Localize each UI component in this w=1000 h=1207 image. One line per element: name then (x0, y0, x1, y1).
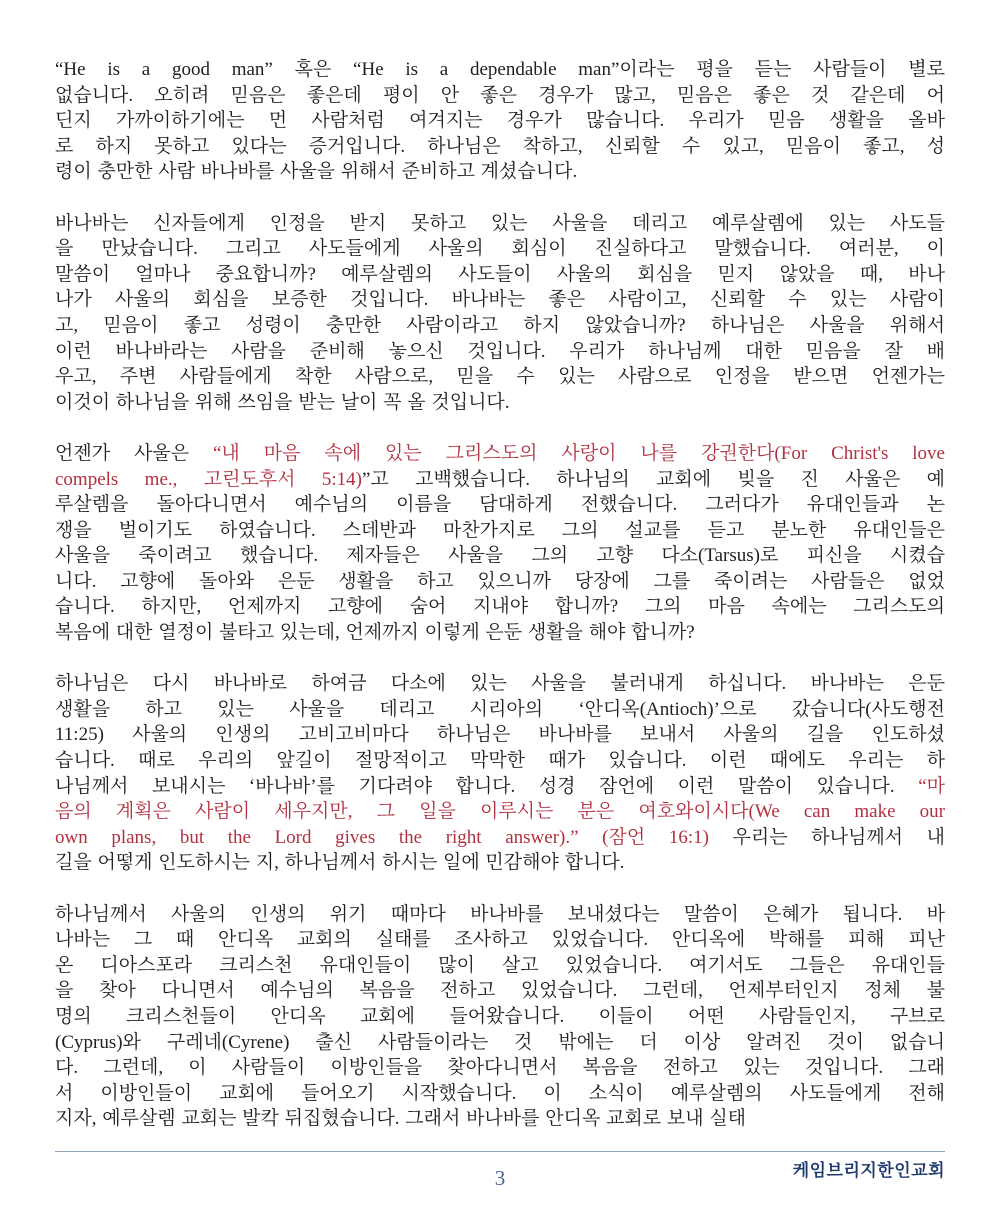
body-text: 루살렘을 돌아다니면서 예수님의 이름을 담대하게 전했습니다. 그러다가 유대인들과 논 (55, 494, 945, 516)
body-text: 생활을 하고 있는 사울을 데리고 시리아의 ‘안디옥(Antioch)’으로 갔습니다(사도행전 (55, 698, 945, 720)
paragraph (55, 902, 945, 1132)
text-line (55, 313, 945, 339)
body-text: 다. 그런데, 이 사람들이 이방인들을 찾아다니면서 복음을 전하고 있는 것입니다. 그래 (55, 1057, 945, 1079)
text-line (55, 518, 945, 544)
body-text: 사울을 죽이려고 했습니다. 제자들은 사울을 그의 고향 다소(Tarsus)로 피신을 시켰습 (55, 545, 945, 567)
text-line (55, 722, 945, 748)
scripture-quote-text: “내 마음 속에 있는 그리스도의 사랑이 나를 강권한다(For Christ's love (213, 442, 945, 464)
text-line (55, 620, 945, 646)
body-text: 나가 사울의 회심을 보증한 것입니다. 바나바는 좋은 사람이고, 신뢰할 수 있는 사람이 (55, 289, 945, 311)
text-line (55, 569, 945, 595)
text-line (55, 211, 945, 237)
text-line (55, 108, 945, 134)
text-line (55, 236, 945, 262)
body-text: 언젠가 사울은 (55, 442, 213, 464)
text-line (55, 83, 945, 109)
body-text: 을 만났습니다. 그리고 사도들에게 사울의 회심이 진실하다고 말했습니다. 여러분, 이 (55, 238, 945, 260)
text-line (55, 1030, 945, 1056)
paragraph (55, 671, 945, 876)
text-line (55, 850, 945, 876)
text-line (55, 339, 945, 365)
body-text: 니다. 고향에 돌아와 은둔 생활을 하고 있으니까 당장에 그를 죽이려는 사람들은 없었 (55, 570, 945, 592)
text-line (55, 825, 945, 851)
body-text: 로 하지 못하고 있다는 증거입니다. 하나님은 착하고, 신뢰할 수 있고, 믿음이 좋고, 성 (55, 135, 945, 157)
body-text: ”고 고백했습니다. 하나님의 교회에 빚을 진 사울은 예 (361, 468, 945, 490)
body-text: 하나님께서 사울의 인생의 위기 때마다 바나바를 보내셨다는 말씀이 은혜가 됩니다. 바 (55, 903, 945, 925)
text-line (55, 927, 945, 953)
text-line (55, 1106, 945, 1132)
body-text: 나님께서 보내시는 ‘바나바’를 기다려야 합니다. 성경 잠언에 이런 말씀이 있습니다. (55, 775, 919, 797)
body-text: 습니다. 때로 우리의 앞길이 절망적이고 막막한 때가 있습니다. 이런 때에도 우리는 하 (55, 750, 945, 772)
text-line (55, 134, 945, 160)
body-text: 11:25) 사울의 인생의 고비고비마다 하나님은 바나바를 보내서 사울의 길을 인도하셨 (55, 724, 945, 746)
text-line (55, 594, 945, 620)
body-text: 지자, 예루살렘 교회는 발칵 뒤집혔습니다. 그래서 바나바를 안디옥 교회로 보내 실태 (55, 1108, 747, 1130)
text-line (55, 799, 945, 825)
text-line (55, 364, 945, 390)
body-text: 우고, 주변 사람들에게 착한 사람으로, 믿을 수 있는 사람으로 인정을 받으면 언젠가는 (55, 366, 945, 388)
paragraph (55, 57, 945, 185)
text-line (55, 697, 945, 723)
text-line (55, 902, 945, 928)
body-text: 우리는 하나님께서 내 (708, 826, 946, 848)
body-text: 명의 크리스천들이 안디옥 교회에 들어왔습니다. 이들이 어떤 사람들인지, 구브로 (55, 1005, 945, 1027)
text-line (55, 57, 945, 83)
scripture-quote-text: own plans, but the Lord gives the right answer).” (잠언 16:1) (55, 826, 709, 848)
text-line (55, 390, 945, 416)
body-text: 없습니다. 오히려 믿음은 좋은데 평이 안 좋은 경우가 많고, 믿음은 좋은 것 같은데 어 (55, 84, 945, 106)
text-line (55, 159, 945, 185)
body-text: 길을 어떻게 인도하시는 지, 하나님께서 하시는 일에 민감해야 합니다. (55, 852, 625, 874)
body-text: 말씀이 얼마나 중요합니까? 예루살렘의 사도들이 사울의 회심을 믿지 않았을 때, 바나 (55, 263, 945, 285)
paragraph (55, 441, 945, 646)
paragraph (55, 211, 945, 416)
text-line (55, 1004, 945, 1030)
text-line (55, 671, 945, 697)
text-line (55, 492, 945, 518)
body-text: 령이 충만한 사람 바나바를 사울을 위해서 준비하고 계셨습니다. (55, 161, 578, 183)
text-line (55, 953, 945, 979)
text-line (55, 262, 945, 288)
text-line (55, 441, 945, 467)
body-text: 서 이방인들이 교회에 들어오기 시작했습니다. 이 소식이 예루살렘의 사도들에게 전해 (55, 1082, 945, 1104)
scripture-quote-text: “마 (918, 775, 945, 797)
body-text: 딘지 가까이하기에는 먼 사람처럼 여겨지는 경우가 많습니다. 우리가 믿음 생활을 올바 (55, 110, 945, 132)
footer-organization-name: 케임브리지한인교회 (792, 1161, 945, 1180)
body-text: 복음에 대한 열정이 불타고 있는데, 언제까지 이렇게 은둔 생활을 해야 합니까? (55, 622, 695, 644)
body-text: 하나님은 다시 바나바로 하여금 다소에 있는 사울을 불러내게 하십니다. 바나바는 은둔 (55, 673, 945, 695)
body-text: 나바는 그 때 안디옥 교회의 실태를 조사하고 있었습니다. 안디옥에 박해를 피해 피난 (55, 929, 945, 951)
body-text: 온 디아스포라 크리스천 유대인들이 많이 살고 있었습니다. 여기서도 그들은 유대인들 (55, 954, 945, 976)
body-text: 바나바는 신자들에게 인정을 받지 못하고 있는 사울을 데리고 예루살렘에 있는 사도들 (55, 212, 945, 234)
scripture-quote-text: compels me., 고린도후서 5:14) (55, 468, 362, 490)
scripture-quote-text: 음의 계획은 사람이 세우지만, 그 일을 이루시는 분은 여호와이시다(We can make our (55, 801, 945, 823)
text-line (55, 1055, 945, 1081)
body-text: 습니다. 하지만, 언제까지 고향에 숨어 지내야 합니까? 그의 마음 속에는 그리스도의 (55, 596, 945, 618)
document-body (55, 57, 945, 1132)
page-number: 3 (494, 1166, 506, 1190)
text-line (55, 287, 945, 313)
text-line (55, 467, 945, 493)
text-line (55, 978, 945, 1004)
body-text: (Cyprus)와 구레네(Cyrene) 출신 사람들이라는 것 밖에는 더 이상 알려진 것이 없습니 (55, 1031, 945, 1053)
body-text: 이것이 하나님을 위해 쓰임을 받는 날이 꼭 올 것입니다. (55, 391, 510, 413)
body-text: “He is a good man” 혹은 “He is a dependable man”이라는 평을 듣는 사람들이 별로 (55, 59, 945, 80)
text-line (55, 1081, 945, 1107)
body-text: 쟁을 벌이기도 하였습니다. 스데반과 마찬가지로 그의 설교를 듣고 분노한 유대인들은 (55, 519, 945, 541)
text-line (55, 748, 945, 774)
body-text: 을 찾아 다니면서 예수님의 복음을 전하고 있었습니다. 그런데, 언제부터인지 정체 불 (55, 980, 945, 1002)
footer-rule (55, 1151, 945, 1152)
body-text: 고, 믿음이 좋고 성령이 충만한 사람이라고 하지 않았습니까? 하나님은 사울을 위해서 (55, 314, 945, 336)
text-line (55, 543, 945, 569)
body-text: 이런 바나바라는 사람을 준비해 놓으신 것입니다. 우리가 하나님께 대한 믿음을 잘 배 (55, 340, 945, 362)
text-line (55, 774, 945, 800)
